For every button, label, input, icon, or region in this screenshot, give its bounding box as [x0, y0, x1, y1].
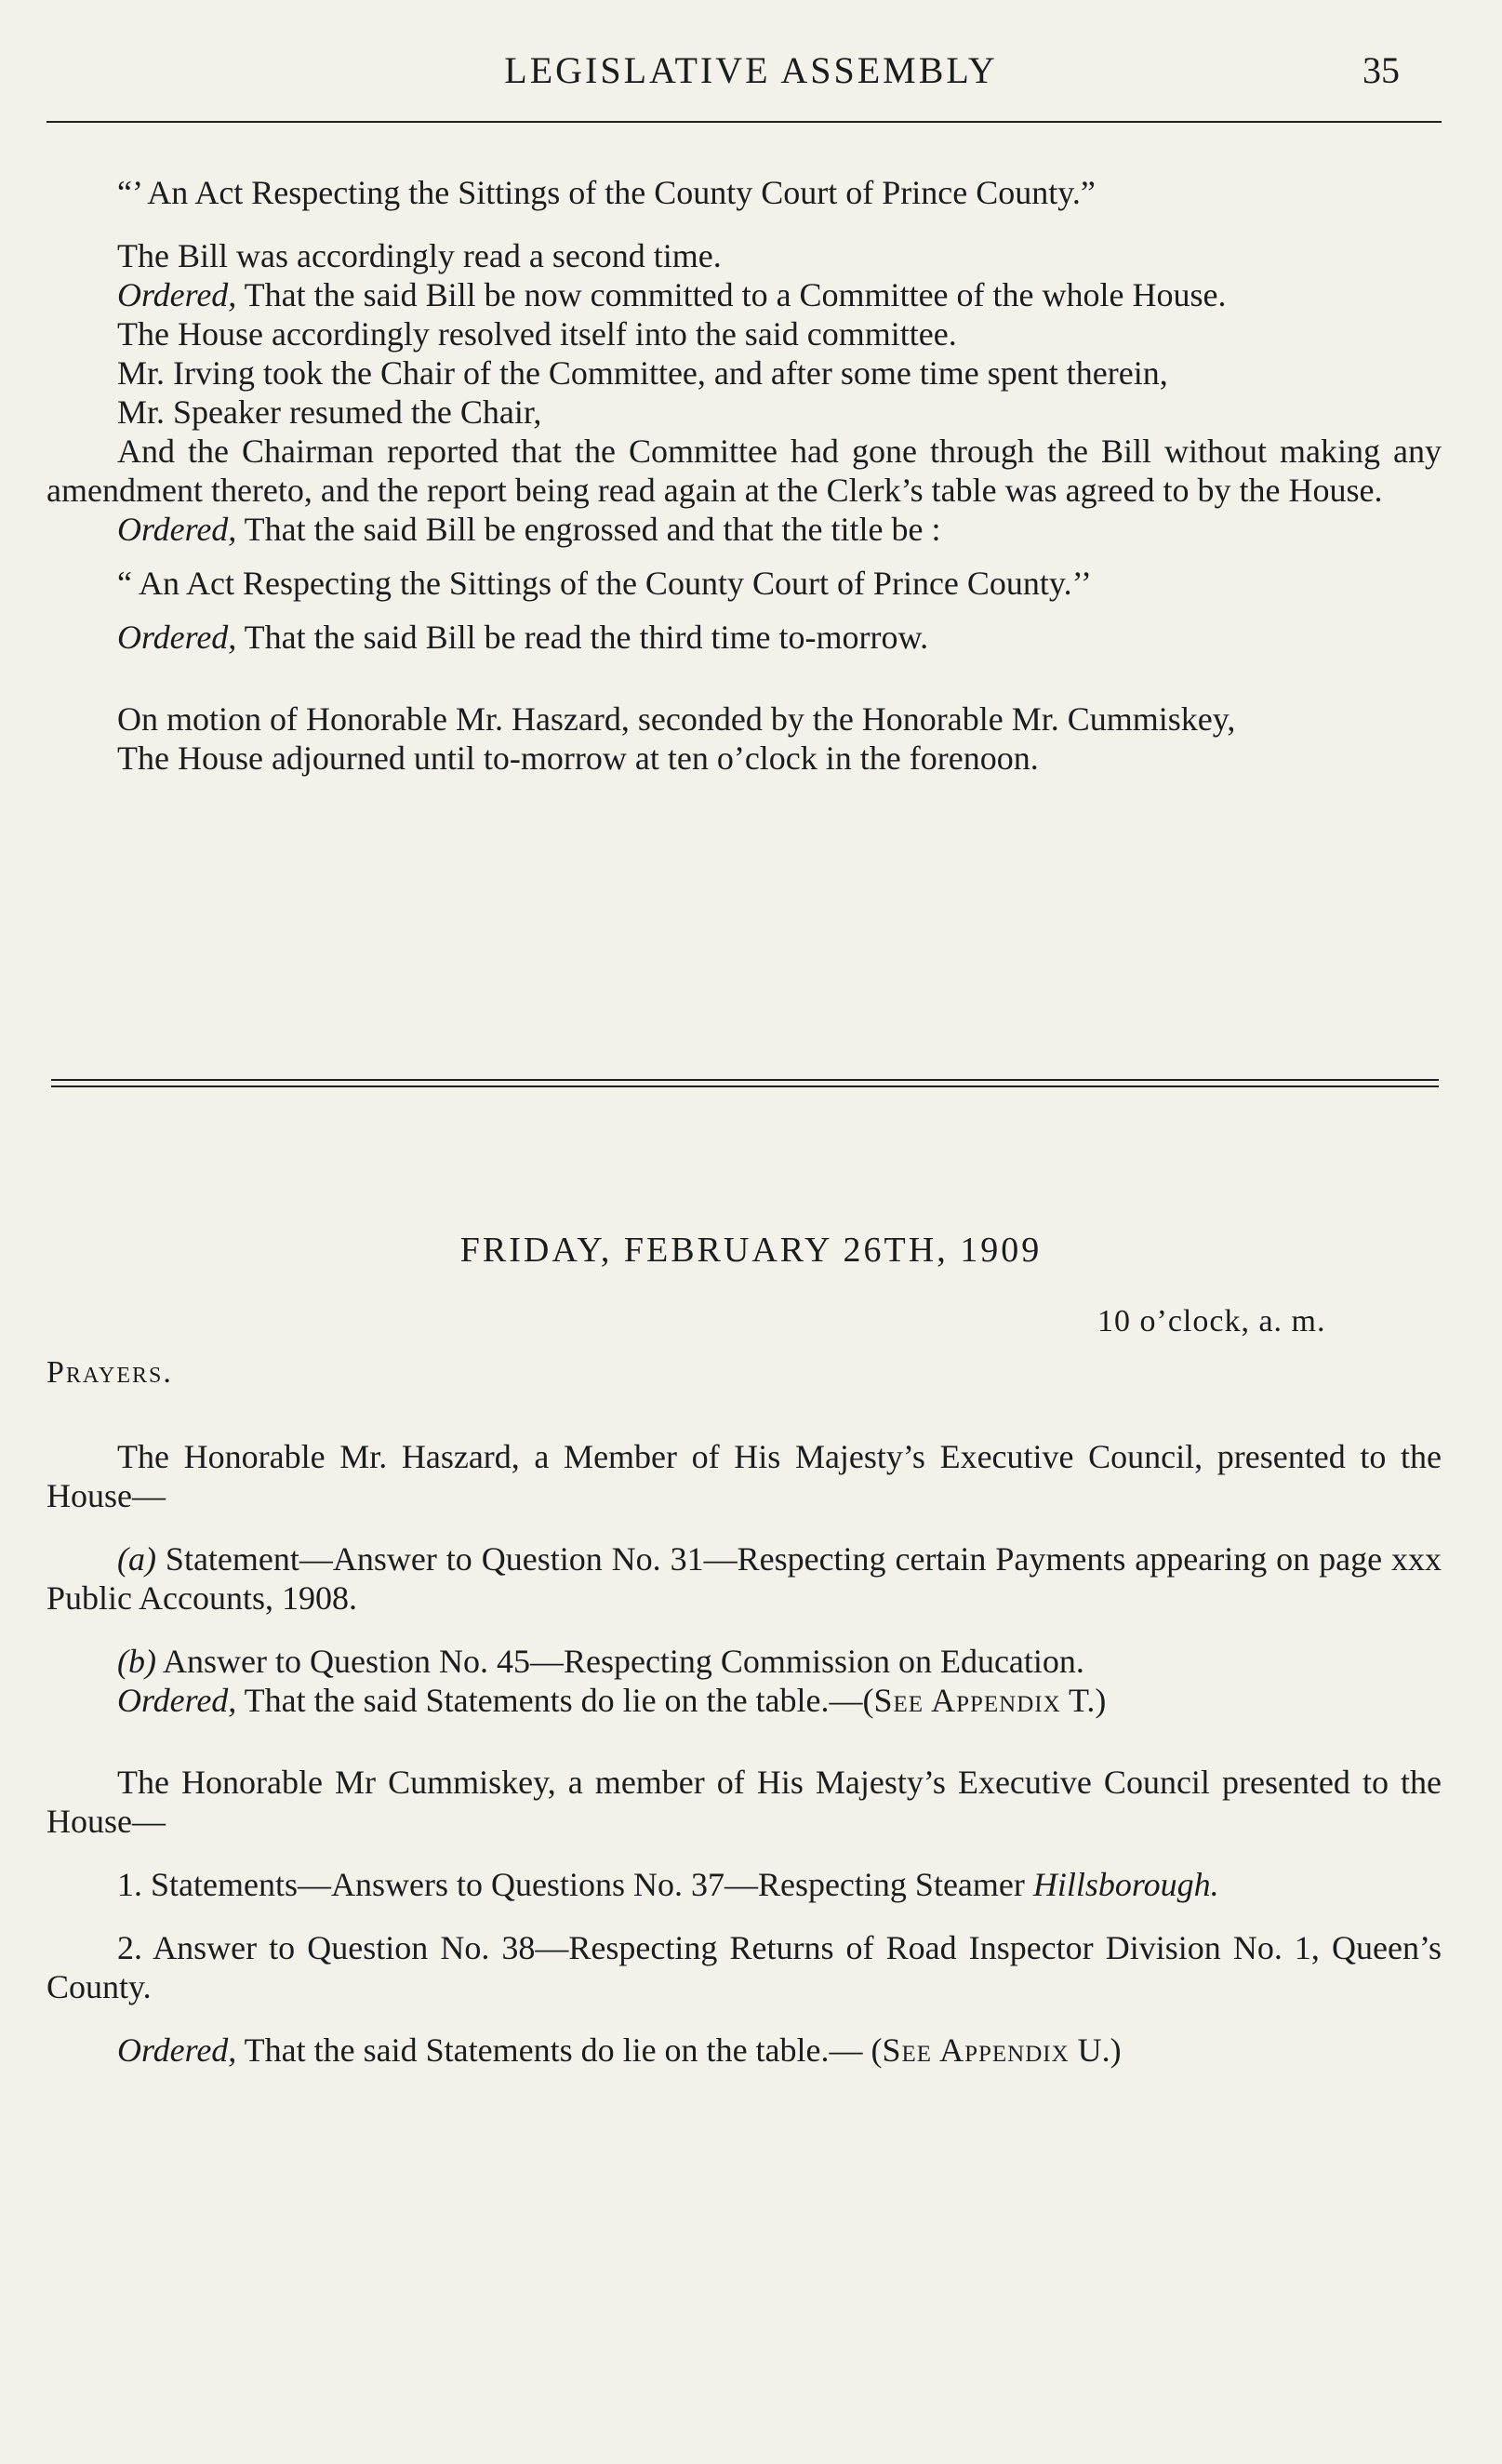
second-reading: The Bill was accordingly read a second time. [117, 237, 722, 274]
ordered-label: Ordered, [117, 2031, 237, 2069]
haszard-presented: The Honorable Mr. Haszard, a Member of His Majesty’s Executive Council, presented to the House— [47, 1438, 1442, 1514]
item-b [47, 1642, 1442, 1681]
order-engrossed [47, 510, 1442, 549]
bill-title-quote: “’ An Act Respecting the Sittings of the County Court of Prince County.” [117, 174, 1096, 211]
page-number: 35 [1362, 49, 1400, 91]
ordered-label: Ordered, [117, 276, 237, 313]
bill-proceedings [47, 173, 1442, 778]
item-letter: (a) [117, 1540, 156, 1578]
appendix-ref: See Appendix [873, 1682, 1061, 1719]
order-text: That the said Statements do lie on the table.—( [236, 1682, 874, 1719]
bill-title-quote-2: “ An Act Respecting the Sittings of the County Court of Prince County.’’ [117, 565, 1092, 602]
order-lie-table-t [47, 1681, 1442, 1720]
order-lie-table-u [47, 2031, 1442, 2070]
header-rule [47, 121, 1442, 123]
chair-taken: Mr. Irving took the Chair of the Committee, and after some time spent therein, [117, 354, 1168, 392]
cummiskey-presented: The Honorable Mr Cummiskey, a member of His Majesty’s Executive Council presented to the House— [47, 1764, 1442, 1840]
order-text: That the said Bill be engrossed and that the title be : [236, 511, 941, 548]
appendix-letter: T.) [1060, 1682, 1107, 1719]
chairman-report: And the Chairman reported that the Committee had gone through the Bill without making any amendment thereto, and the report being read again at the Clerk’s table was agreed to by the House. [47, 433, 1442, 509]
papers-presented [47, 1437, 1442, 2070]
order-third-reading [47, 618, 1442, 657]
order-text: That the said Bill be now committed to a Committee of the whole House. [236, 276, 1227, 313]
item-2: 2. Answer to Question No. 38—Respecting Returns of Road Inspector Division No. 1, Queen’s County. [47, 1929, 1442, 2005]
item-a [47, 1539, 1442, 1618]
appendix-letter: U.) [1069, 2031, 1122, 2069]
ordered-label: Ordered, [117, 1682, 237, 1719]
order-committed [47, 275, 1442, 314]
steamer-name: Hillsborough. [1032, 1866, 1219, 1903]
item-1 [47, 1865, 1442, 1904]
section-rule-bottom [51, 1085, 1439, 1087]
order-text: That the said Statements do lie on the table.— ( [236, 2031, 883, 2069]
adjourn-motion: On motion of Honorable Mr. Haszard, seconded by the Honorable Mr. Cummiskey, [117, 700, 1236, 738]
item-text: 1. Statements—Answers to Questions No. 37—Respecting Steamer [117, 1866, 1033, 1903]
running-title: LEGISLATIVE ASSEMBLY [504, 49, 998, 91]
prayers-heading: Prayers. [47, 1355, 173, 1390]
ordered-label: Ordered, [117, 619, 237, 656]
order-text: That the said Bill be read the third time to-morrow. [236, 619, 929, 656]
house-adjourned: The House adjourned until to-morrow at ten o’clock in the forenoon. [117, 739, 1039, 777]
session-time: 10 o’clock, a. m. [1097, 1304, 1326, 1339]
item-text: Statement—Answer to Question No. 31—Respecting certain Payments appearing on page xxx Public Accounts, 1908. [47, 1540, 1442, 1617]
item-letter: (b) [117, 1643, 156, 1680]
house-resolved: The House accordingly resolved itself into the said committee. [117, 315, 957, 353]
item-text: Answer to Question No. 45—Respecting Commission on Education. [155, 1643, 1084, 1680]
appendix-ref: See Appendix [882, 2031, 1070, 2069]
speaker-resumed: Mr. Speaker resumed the Chair, [117, 393, 542, 431]
session-date: FRIDAY, FEBRUARY 26TH, 1909 [459, 1231, 1043, 1270]
ordered-label: Ordered, [117, 511, 237, 548]
section-rule-top [51, 1079, 1439, 1081]
